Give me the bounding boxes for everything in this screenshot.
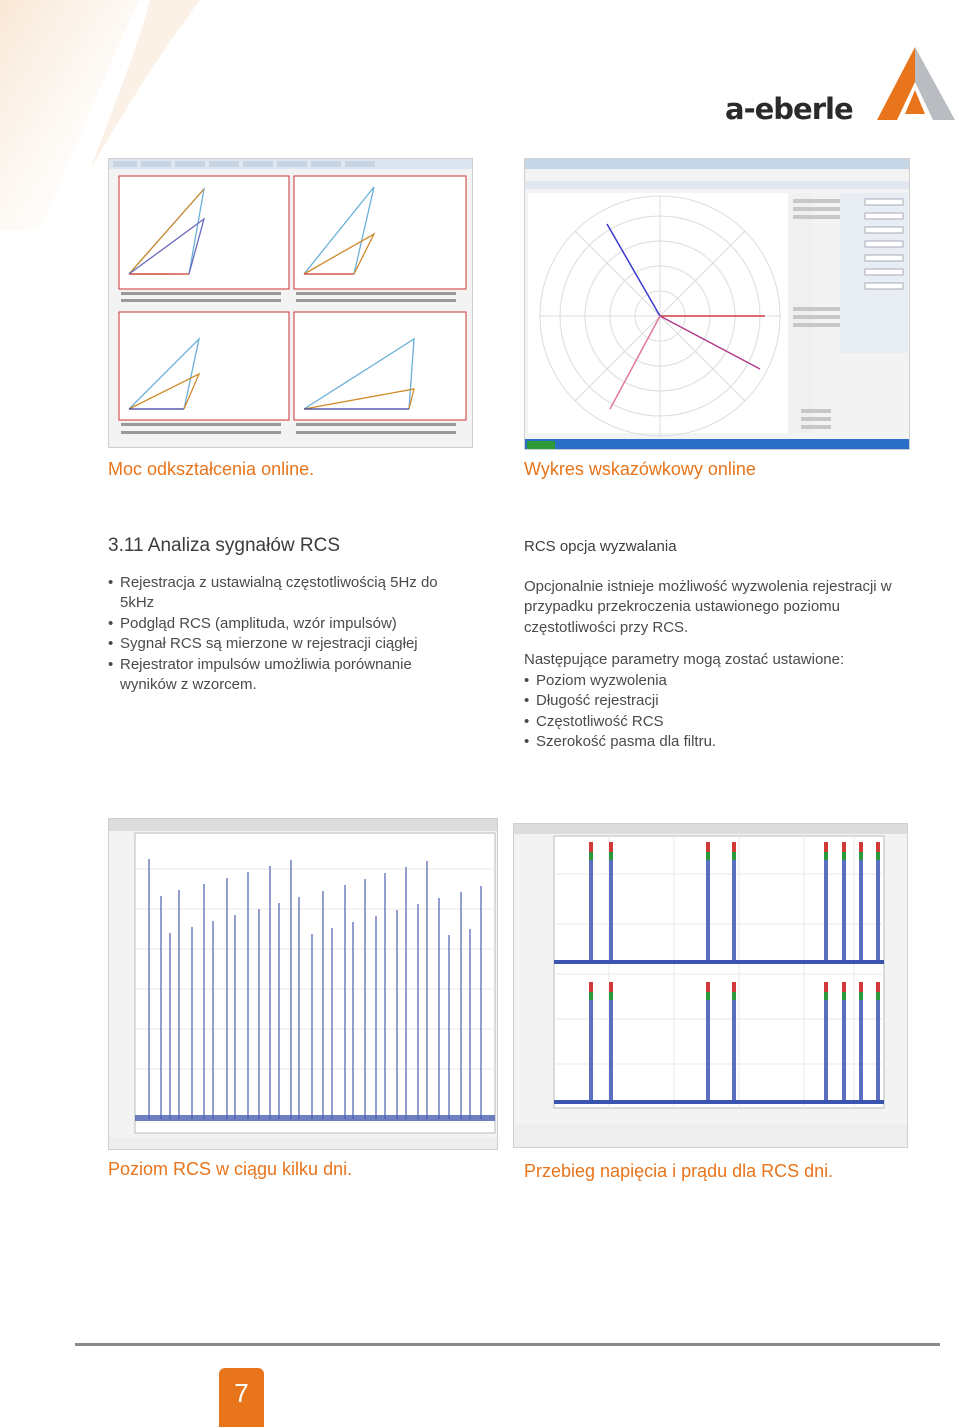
distortion-power-screenshot (108, 158, 473, 448)
page-number: 7 (234, 1378, 249, 1408)
bullet-item: • Podgląd RCS (amplituda, wzór impulsów) (108, 614, 468, 634)
rcs-level-screenshot (108, 818, 498, 1150)
voltage-current-screenshot (513, 823, 908, 1148)
trigger-parameter-list (524, 671, 716, 753)
feature-bullets (108, 573, 468, 695)
parameter-item: • Częstotliwość RCS (524, 712, 716, 732)
trigger-paragraph: Opcjonalnie istnieje możliwość wyzwolenia rejestracji w przypadku przekroczenia ustawionego poziomu częstotliwości przy RCS. (524, 578, 892, 636)
caption-rcs-level: Poziom RCS w ciągu kilku dni. (108, 1159, 353, 1179)
company-logo (725, 42, 960, 127)
caption-voltage-current: Przebieg napięcia i prądu dla RCS dni. (524, 1161, 834, 1181)
trigger-heading: RCS opcja wyzwalania (524, 538, 677, 555)
phasor-diagram-screenshot (524, 158, 910, 450)
caption-distortion-power: Moc odkształcenia online. (108, 459, 315, 479)
bullet-item: • Sygnał RCS są mierzone w rejestracji ciągłej (108, 634, 468, 654)
trigger-intro: Następujące parametry mogą zostać ustawione: (524, 651, 845, 668)
parameter-item: • Poziom wyzwolenia (524, 671, 716, 691)
footer-rule (75, 1343, 940, 1346)
caption-phasor-diagram: Wykres wskazówkowy online (524, 459, 756, 479)
bullet-item: • Rejestrator impulsów umożliwia porównanie wyników z wzorcem. (108, 655, 468, 696)
parameter-item: • Długość rejestracji (524, 691, 716, 711)
bullet-item: • Rejestracja z ustawialną częstotliwością 5Hz do 5kHz (108, 573, 468, 614)
parameter-item: • Szerokość pasma dla filtru. (524, 732, 716, 752)
page-number-tab (219, 1368, 264, 1427)
section-heading: 3.11 Analiza sygnałów RCS (108, 535, 340, 556)
logo-text: a-eberle (725, 92, 853, 126)
logo-triangle-icon (873, 42, 958, 122)
